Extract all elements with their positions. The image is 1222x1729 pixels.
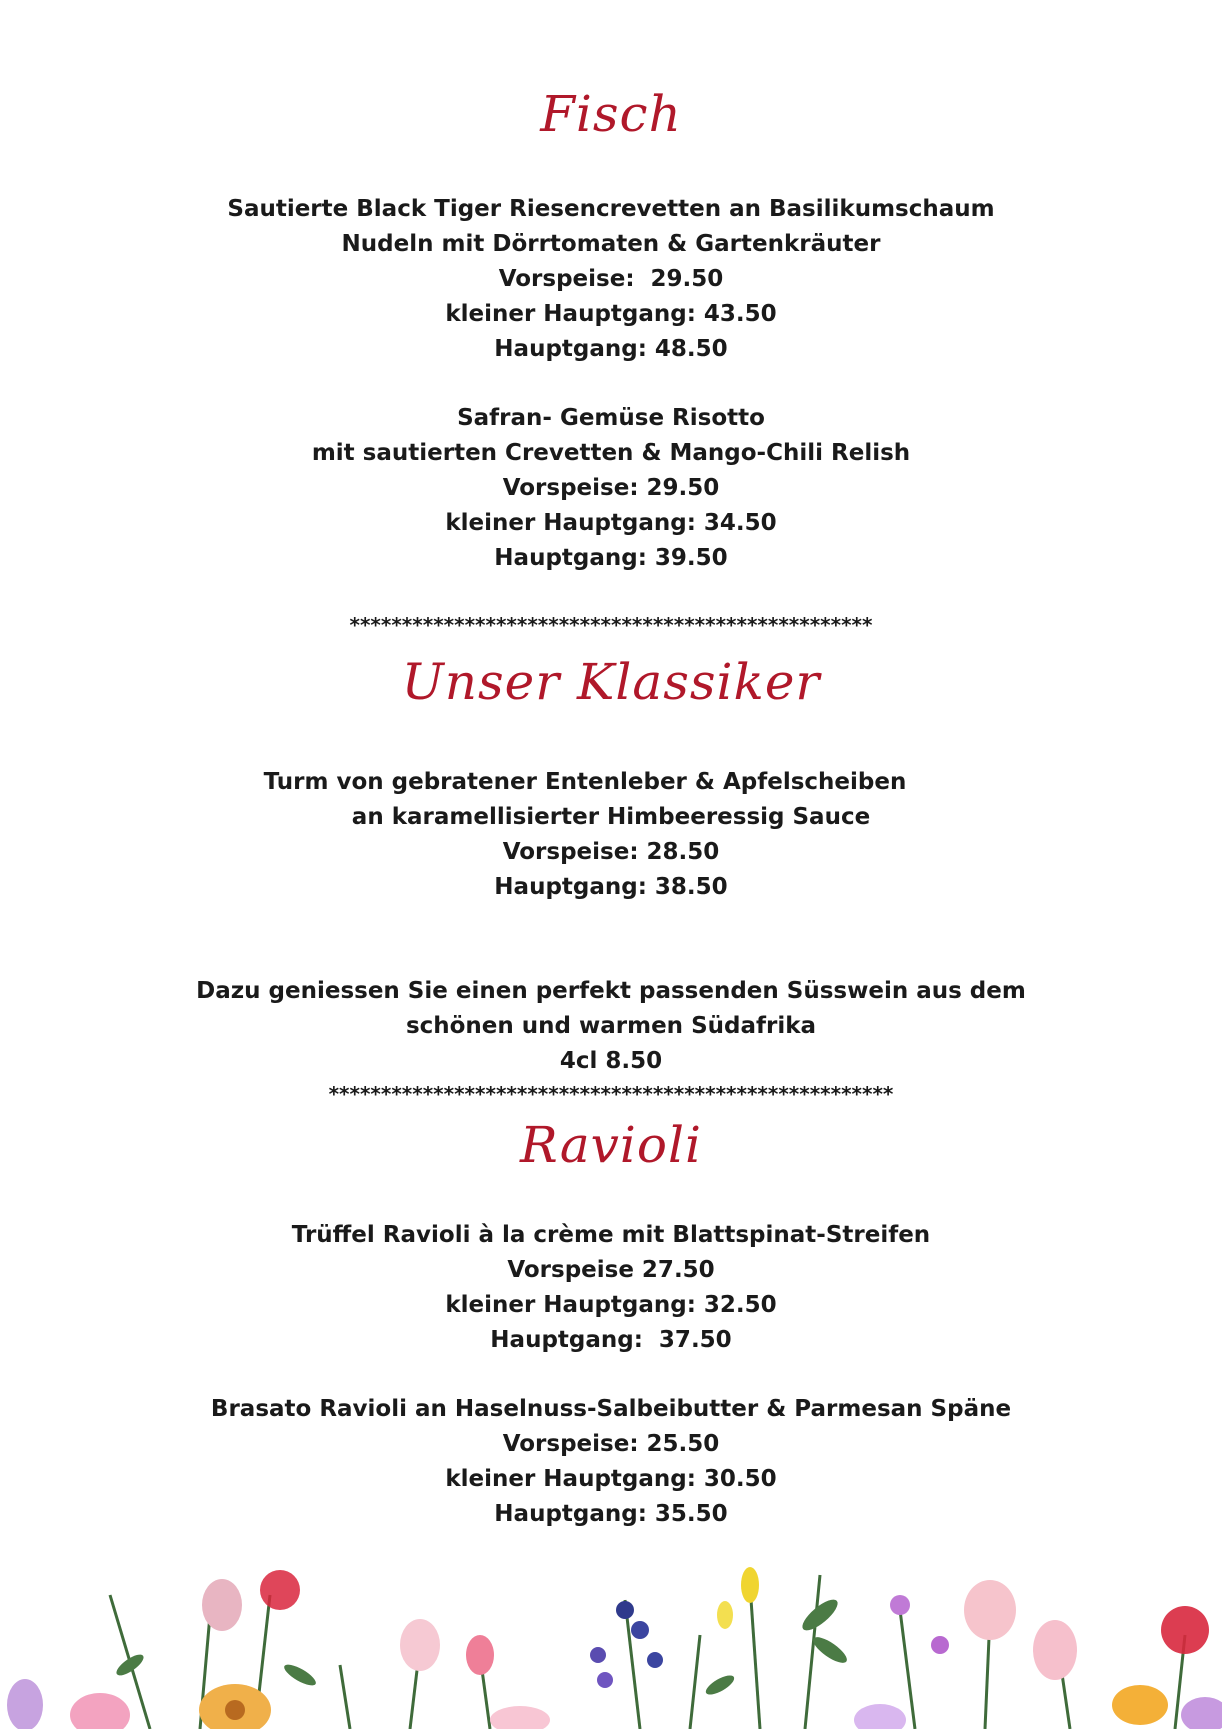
- price-main: Hauptgang: 38.50: [494, 874, 728, 900]
- price-starter: Vorspeise: 28.50: [502, 839, 720, 865]
- dish-name: Trüffel Ravioli à la crème mit Blattspinat-Streifen: [291, 1222, 931, 1248]
- price-starter: Vorspeise 27.50: [507, 1257, 715, 1283]
- dish-name: Turm von gebratener Entenleber & Apfelscheiben: [263, 769, 907, 795]
- section-title-fisch: Fisch: [540, 85, 682, 143]
- flower-border-icon: [0, 1555, 1222, 1729]
- wine-price: 4cl 8.50: [559, 1048, 663, 1074]
- section-title-ravioli: Ravioli: [520, 1116, 702, 1174]
- price-small-main: kleiner Hauptgang: 32.50: [445, 1292, 777, 1318]
- dish-risotto: [0, 401, 1222, 576]
- dish-name: Safran- Gemüse Risotto: [457, 405, 765, 431]
- price-main: Hauptgang: 35.50: [494, 1501, 728, 1527]
- price-main: Hauptgang: 39.50: [494, 545, 728, 571]
- wine-pairing: [0, 974, 1222, 1079]
- price-starter: Vorspeise: 25.50: [502, 1431, 720, 1457]
- dish-name: Brasato Ravioli an Haselnuss-Salbeibutter & Parmesan Späne: [210, 1396, 1012, 1422]
- dish-black-tiger: [0, 192, 1222, 367]
- dish-description: mit sautierten Crevetten & Mango-Chili Relish: [311, 440, 911, 466]
- price-starter: Vorspeise: 29.50: [498, 266, 724, 292]
- dish-name: Sautierte Black Tiger Riesencrevetten an Basilikumschaum: [227, 196, 995, 222]
- wine-text: schönen und warmen Südafrika: [405, 1013, 817, 1039]
- divider-stars: ******************************************************: [328, 1082, 894, 1106]
- price-starter: Vorspeise: 29.50: [502, 475, 720, 501]
- section-title-klassiker: Unser Klassiker: [401, 653, 821, 711]
- dish-trueffel-ravioli: [0, 1218, 1222, 1358]
- dish-description: an karamellisierter Himbeeressig Sauce: [351, 804, 871, 830]
- price-small-main: kleiner Hauptgang: 43.50: [445, 301, 777, 327]
- wine-text: Dazu geniessen Sie einen perfekt passenden Süsswein aus dem: [196, 978, 1026, 1004]
- price-small-main: kleiner Hauptgang: 30.50: [445, 1466, 777, 1492]
- divider-stars: **************************************************: [349, 613, 873, 637]
- dish-brasato-ravioli: [0, 1392, 1222, 1532]
- price-main: Hauptgang: 48.50: [494, 336, 728, 362]
- price-small-main: kleiner Hauptgang: 34.50: [445, 510, 777, 536]
- dish-entenleber: [0, 765, 1222, 905]
- price-main: Hauptgang: 37.50: [490, 1327, 732, 1353]
- dish-description: Nudeln mit Dörrtomaten & Gartenkräuter: [341, 231, 881, 257]
